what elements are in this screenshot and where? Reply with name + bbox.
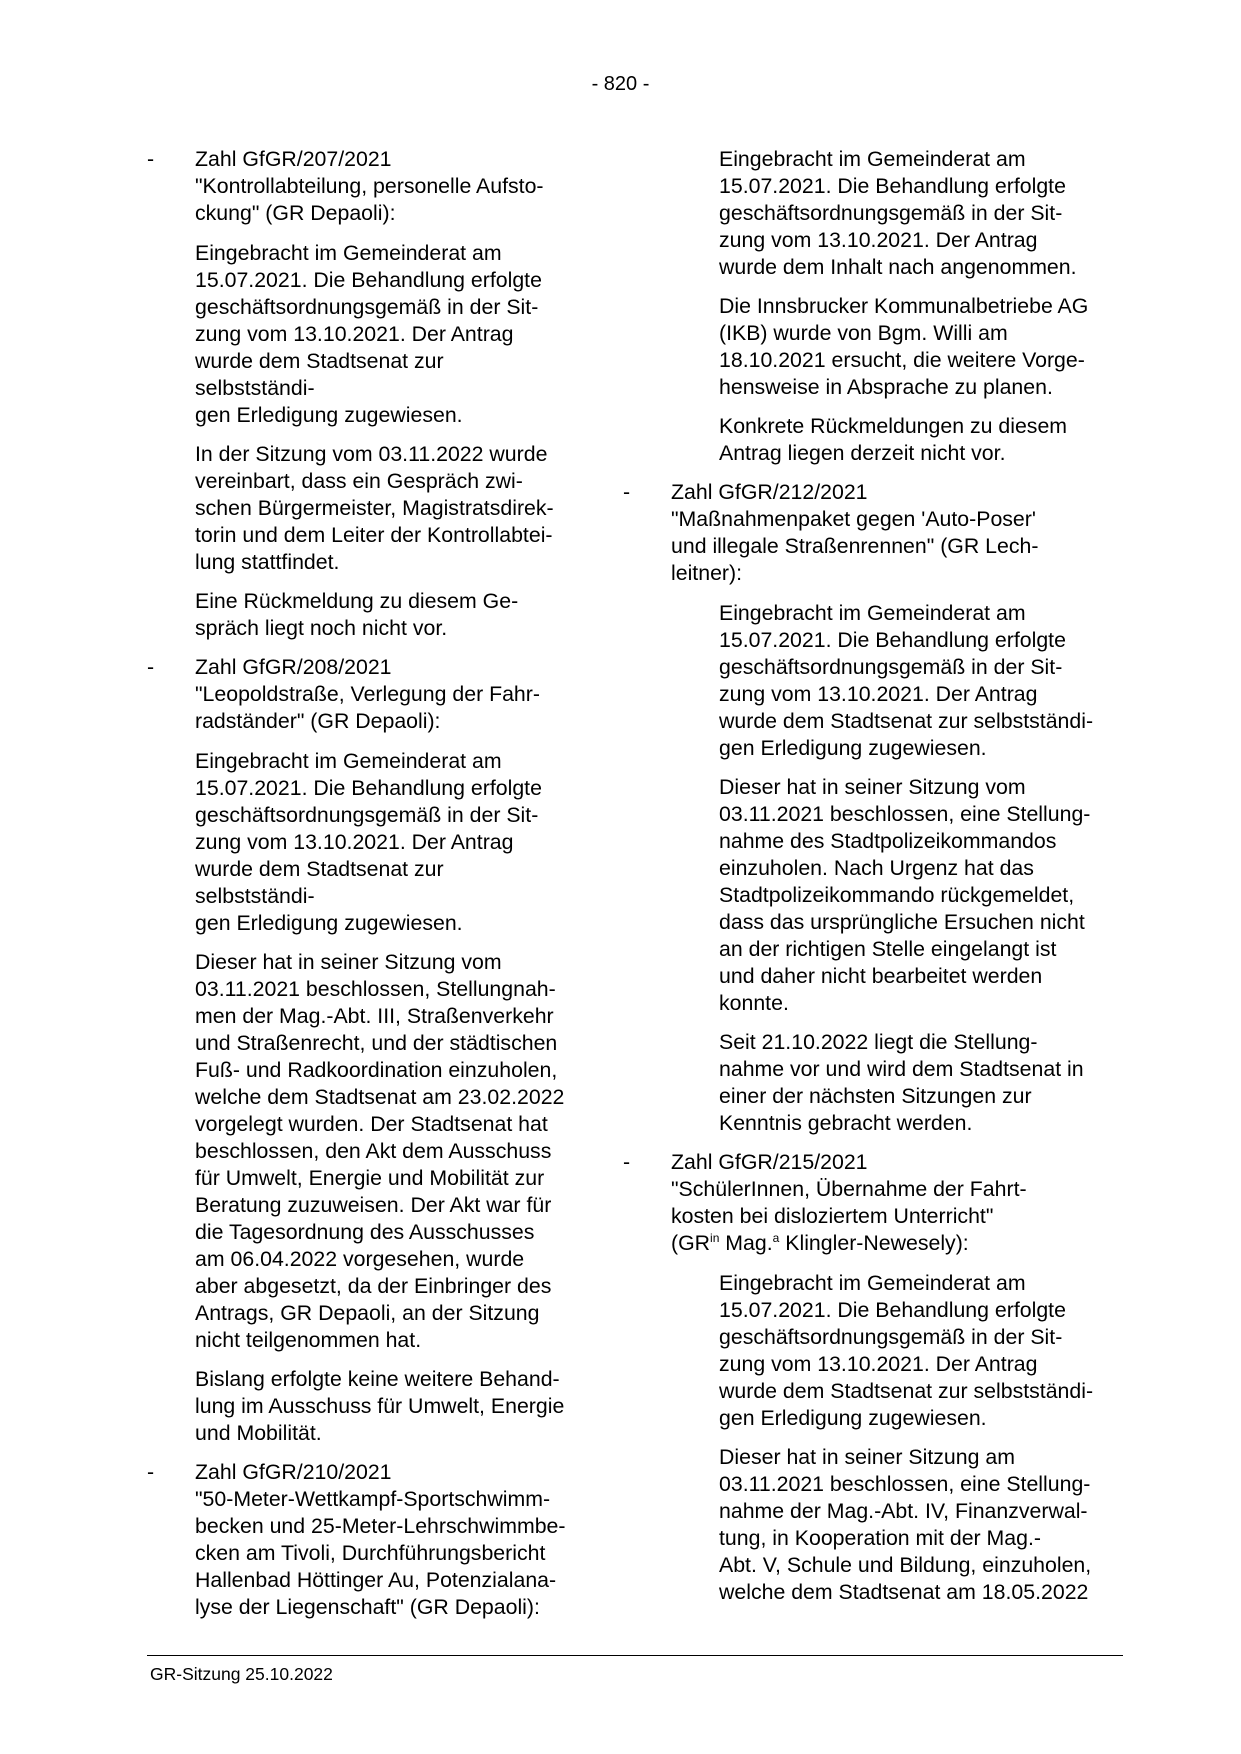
agenda-item-212 [623,479,1131,587]
paragraph: Die Innsbrucker Kommunalbetriebe AG (IKB) wurde von Bgm. Willi am 18.10.2021 ersucht, die weitere Vorge- hensweise in Absprache zu planen. [719,294,1089,399]
footer-divider [147,1655,1123,1656]
right-column [623,146,1131,1618]
item-heading [671,1149,1131,1257]
heading-text: (GR [671,1231,711,1255]
list-dash: - [147,147,155,171]
paragraph: In der Sitzung vom 03.11.2022 wurde vereinbart, dass ein Gespräch zwi- schen Bürgermeister, Magistratsdirek- torin und dem Leiter der Kontrollabtei- lung stattfindet. [195,442,554,574]
item-heading: Zahl GfGR/208/2021 "Leopoldstraße, Verlegung der Fahr- radständer" (GR Depaoli): [195,655,540,733]
paragraph: Eingebracht im Gemeinderat am 15.07.2021. Die Behandlung erfolgte geschäftsordnungsgemäß in der Sit- zung vom 13.10.2021. Der Antrag wurde dem Inhalt nach angenommen. [719,147,1077,279]
paragraph: Dieser hat in seiner Sitzung vom 03.11.2021 beschlossen, Stellungnah- men der Mag.-Abt. III, Straßenverkehr und Straßenrecht, und der städtischen Fuß- und Radkoordination einzuholen, welche dem Stadtsenat am 23.02.2022 vorgelegt wurden. Der Stadtsenat hat beschlossen, den Akt dem Ausschuss für Umwelt, Energie und Mobilität zur Beratung zuzuweisen. Der Akt war für die Tagesordnung des Ausschusses am 06.04.2022 vorgesehen, wurde aber abgesetzt, da der Einbringer des Antrags, GR Depaoli, an der Sitzung nicht teilgenommen hat. [195,950,565,1352]
paragraph: Eingebracht im Gemeinderat am 15.07.2021. Die Behandlung erfolgte geschäftsordnungsgemäß in der Sit- zung vom 13.10.2021. Der Antrag wurde dem Stadtsenat zur selbstständi- gen Erledigung zugewiesen. [719,601,1094,760]
superscript: a [772,1231,780,1245]
paragraph: Konkrete Rückmeldungen zu diesem Antrag liegen derzeit nicht vor. [719,414,1068,465]
heading-line: Zahl GfGR/215/2021 [671,1150,868,1174]
list-dash: - [623,480,631,504]
paragraph: Seit 21.10.2022 liegt die Stellung- nahme vor und wird dem Stadtsenat in einer der nächsten Sitzungen zur Kenntnis gebracht werden. [719,1030,1084,1135]
paragraph: Eingebracht im Gemeinderat am 15.07.2021. Die Behandlung erfolgte geschäftsordnungsgemäß in der Sit- zung vom 13.10.2021. Der Antrag wurde dem Stadtsenat zur selbstständi- gen Erledigung zugewiesen. [195,241,542,427]
paragraph: Eine Rückmeldung zu diesem Ge- spräch liegt noch nicht vor. [195,589,519,640]
footer-text: GR-Sitzung 25.10.2022 [150,1664,333,1684]
list-dash: - [147,1460,155,1484]
paragraph: Bislang erfolgte keine weitere Behand- lung im Ausschuss für Umwelt, Energie und Mobilität. [195,1367,565,1445]
heading-text: Mag. [719,1231,773,1255]
heading-text: Klingler-Newesely): [779,1231,969,1255]
paragraph: Dieser hat in seiner Sitzung vom 03.11.2021 beschlossen, eine Stellung- nahme des Stadtpolizeikommandos einzuholen. Nach Urgenz hat das Stadtpolizeikommando rückgemeldet, dass das ursprüngliche Ersuchen nicht an der richtigen Stelle eingelangt ist und daher nicht bearbeitet werden konnte. [719,775,1091,1015]
left-column [147,146,567,1634]
paragraph: Eingebracht im Gemeinderat am 15.07.2021. Die Behandlung erfolgte geschäftsordnungsgemäß in der Sit- zung vom 13.10.2021. Der Antrag wurde dem Stadtsenat zur selbstständi- gen Erledigung zugewiesen. [719,1271,1094,1430]
list-dash: - [147,655,155,679]
item-heading: Zahl GfGR/207/2021 "Kontrollabteilung, personelle Aufsto- ckung" (GR Depaoli): [195,147,544,225]
item-heading: Zahl GfGR/212/2021 "Maßnahmenpaket gegen 'Auto-Poser' und illegale Straßenrennen" (GR Lech- leitner): [671,480,1039,585]
agenda-item-210 [147,1459,567,1621]
agenda-item-207 [147,146,567,227]
list-dash: - [623,1150,631,1174]
paragraph: Eingebracht im Gemeinderat am 15.07.2021. Die Behandlung erfolgte geschäftsordnungsgemäß in der Sit- zung vom 13.10.2021. Der Antrag wurde dem Stadtsenat zur selbstständi- gen Erledigung zugewiesen. [195,749,542,935]
heading-line [671,1230,1131,1257]
heading-line: "SchülerInnen, Übernahme der Fahrt- [671,1177,1027,1201]
agenda-item-215 [623,1149,1131,1257]
paragraph: Dieser hat in seiner Sitzung am 03.11.2021 beschlossen, eine Stellung- nahme der Mag.-Abt. IV, Finanzverwal- tung, in Kooperation mit der Mag.- Abt. V, Schule und Bildung, einzuholen, welche dem Stadtsenat am 18.05.2022 [719,1445,1092,1604]
superscript: in [710,1231,720,1245]
agenda-item-208 [147,654,567,735]
page-number: - 820 - [591,73,650,95]
item-heading: Zahl GfGR/210/2021 "50-Meter-Wettkampf-Sportschwimm- becken und 25-Meter-Lehrschwimmbe- cken am Tivoli, Durchführungsbericht Hallenbad Höttinger Au, Potenzialana- lyse der Liegenschaft" (GR Depaoli): [195,1460,566,1619]
heading-line: kosten bei disloziertem Unterricht" [671,1204,994,1228]
